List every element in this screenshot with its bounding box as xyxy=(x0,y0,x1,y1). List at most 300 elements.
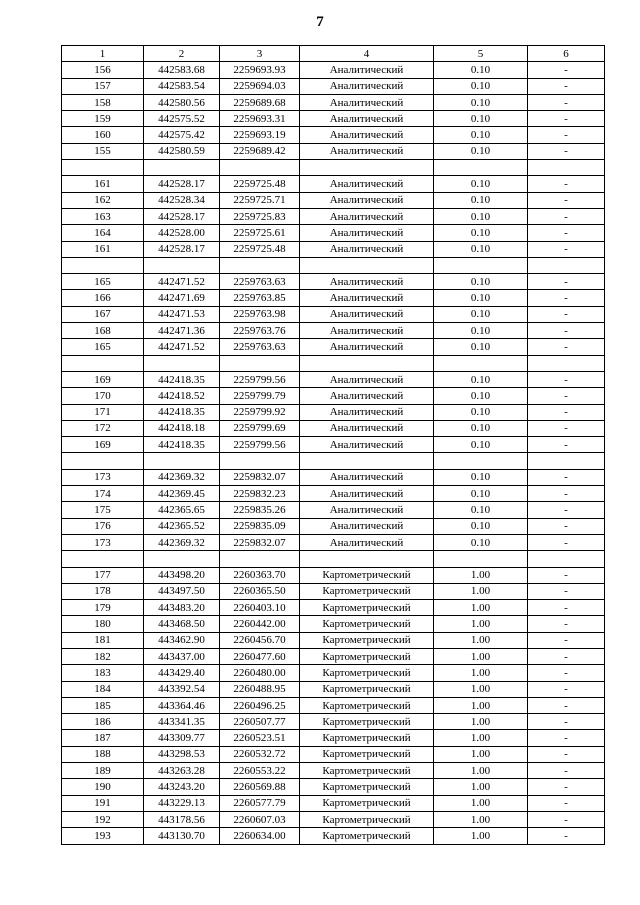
table-row xyxy=(62,290,605,306)
table-cell: 1.00 xyxy=(434,616,528,632)
table-cell xyxy=(300,160,434,176)
table-cell: 0.10 xyxy=(434,94,528,110)
table-cell: - xyxy=(528,192,605,208)
table-cell: - xyxy=(528,779,605,795)
table-cell: 174 xyxy=(62,486,144,502)
table-cell: 189 xyxy=(62,763,144,779)
table-cell: 1.00 xyxy=(434,763,528,779)
table-cell: - xyxy=(528,111,605,127)
table-cell: - xyxy=(528,828,605,844)
table-cell: - xyxy=(528,518,605,534)
table-row xyxy=(62,648,605,664)
table-cell: 170 xyxy=(62,388,144,404)
table-cell: 157 xyxy=(62,78,144,94)
table-cell: - xyxy=(528,534,605,550)
table-cell xyxy=(62,355,144,371)
table-cell: 177 xyxy=(62,567,144,583)
column-header: 3 xyxy=(220,46,300,62)
table-row xyxy=(62,143,605,159)
table-cell: 0.10 xyxy=(434,518,528,534)
table-cell: 190 xyxy=(62,779,144,795)
table-row xyxy=(62,420,605,436)
table-cell: 1.00 xyxy=(434,795,528,811)
table-cell: 2260496.25 xyxy=(220,697,300,713)
table-cell xyxy=(220,257,300,273)
table-cell: 2259763.63 xyxy=(220,274,300,290)
table-body xyxy=(62,62,605,844)
table-cell xyxy=(62,551,144,567)
table-cell: 2259693.19 xyxy=(220,127,300,143)
table-cell: Аналитический xyxy=(300,437,434,453)
table-cell: - xyxy=(528,730,605,746)
table-cell: 0.10 xyxy=(434,78,528,94)
table-cell: Аналитический xyxy=(300,94,434,110)
table-row xyxy=(62,795,605,811)
table-cell: 168 xyxy=(62,323,144,339)
table-cell: 2259694.03 xyxy=(220,78,300,94)
table-cell: 2259763.76 xyxy=(220,323,300,339)
table-row xyxy=(62,469,605,485)
table-row xyxy=(62,486,605,502)
table-cell xyxy=(528,453,605,469)
table-cell xyxy=(144,453,220,469)
table-cell: 2260365.50 xyxy=(220,583,300,599)
table-cell: 0.10 xyxy=(434,339,528,355)
table-cell: 193 xyxy=(62,828,144,844)
table-cell: 0.10 xyxy=(434,176,528,192)
table-cell: 175 xyxy=(62,502,144,518)
table-cell xyxy=(528,160,605,176)
table-cell: 176 xyxy=(62,518,144,534)
table-row xyxy=(62,730,605,746)
table-cell: - xyxy=(528,746,605,762)
table-cell: 0.10 xyxy=(434,437,528,453)
table-cell: 0.10 xyxy=(434,388,528,404)
table-row xyxy=(62,94,605,110)
table-cell: 161 xyxy=(62,176,144,192)
table-cell: Картометрический xyxy=(300,632,434,648)
table-row xyxy=(62,371,605,387)
table-row xyxy=(62,176,605,192)
table-cell: 442575.42 xyxy=(144,127,220,143)
table-cell: - xyxy=(528,714,605,730)
table-cell xyxy=(528,257,605,273)
column-header: 4 xyxy=(300,46,434,62)
table-cell: 2259689.42 xyxy=(220,143,300,159)
table-cell: 443229.13 xyxy=(144,795,220,811)
table-cell: 192 xyxy=(62,811,144,827)
table-cell: 2259799.56 xyxy=(220,371,300,387)
table-cell: 184 xyxy=(62,681,144,697)
table-cell: 442528.17 xyxy=(144,208,220,224)
table-cell: 442418.35 xyxy=(144,437,220,453)
table-cell: 442575.52 xyxy=(144,111,220,127)
table-cell: 2259799.79 xyxy=(220,388,300,404)
table-row xyxy=(62,437,605,453)
table-cell: 2259725.71 xyxy=(220,192,300,208)
table-cell: - xyxy=(528,795,605,811)
table-cell: 443178.56 xyxy=(144,811,220,827)
table-cell: - xyxy=(528,404,605,420)
table-cell: Аналитический xyxy=(300,192,434,208)
table-cell: 1.00 xyxy=(434,779,528,795)
table-cell: 442471.52 xyxy=(144,274,220,290)
table-cell xyxy=(220,355,300,371)
table-cell: 443392.54 xyxy=(144,681,220,697)
table-cell xyxy=(220,453,300,469)
table-cell: 167 xyxy=(62,306,144,322)
table-cell: 191 xyxy=(62,795,144,811)
table-cell: 0.10 xyxy=(434,420,528,436)
table-header-row xyxy=(62,46,605,62)
table-cell: - xyxy=(528,616,605,632)
table-cell: - xyxy=(528,306,605,322)
table-cell: 1.00 xyxy=(434,714,528,730)
table-cell: 2259799.92 xyxy=(220,404,300,420)
table-cell: 2259799.69 xyxy=(220,420,300,436)
table-cell: 443130.70 xyxy=(144,828,220,844)
table-cell xyxy=(144,551,220,567)
table-row xyxy=(62,257,605,273)
table-cell: Аналитический xyxy=(300,78,434,94)
table-cell: - xyxy=(528,274,605,290)
table-cell: Аналитический xyxy=(300,176,434,192)
table-cell: Аналитический xyxy=(300,225,434,241)
table-cell: Картометрический xyxy=(300,763,434,779)
table-row xyxy=(62,502,605,518)
table-cell: Аналитический xyxy=(300,339,434,355)
table-cell: 442418.52 xyxy=(144,388,220,404)
table-cell: 0.10 xyxy=(434,469,528,485)
table-cell xyxy=(300,355,434,371)
table-cell: 2259689.68 xyxy=(220,94,300,110)
table-cell: 2259763.98 xyxy=(220,306,300,322)
table-cell: Картометрический xyxy=(300,730,434,746)
table-cell: - xyxy=(528,502,605,518)
table-cell: 442528.17 xyxy=(144,241,220,257)
table-cell: 2259799.56 xyxy=(220,437,300,453)
page-number: 7 xyxy=(316,14,324,30)
table-cell: Картометрический xyxy=(300,795,434,811)
table-cell: 442369.32 xyxy=(144,534,220,550)
table-cell: 0.10 xyxy=(434,192,528,208)
table-cell: 442580.59 xyxy=(144,143,220,159)
table-cell: 2259693.93 xyxy=(220,62,300,78)
table-cell: 1.00 xyxy=(434,583,528,599)
table-cell: 1.00 xyxy=(434,665,528,681)
table-cell: 2260488.95 xyxy=(220,681,300,697)
table-cell xyxy=(434,257,528,273)
table-cell: 1.00 xyxy=(434,828,528,844)
table-cell: 442471.53 xyxy=(144,306,220,322)
table-cell: 161 xyxy=(62,241,144,257)
table-cell: 0.10 xyxy=(434,62,528,78)
table-cell: 0.10 xyxy=(434,486,528,502)
table-cell: 442418.35 xyxy=(144,371,220,387)
table-cell: 0.10 xyxy=(434,208,528,224)
column-header: 5 xyxy=(434,46,528,62)
table-cell: 443462.90 xyxy=(144,632,220,648)
table-row xyxy=(62,62,605,78)
table-cell: 0.10 xyxy=(434,290,528,306)
table-row xyxy=(62,453,605,469)
table-row xyxy=(62,127,605,143)
table-row xyxy=(62,160,605,176)
table-cell xyxy=(62,257,144,273)
table-row xyxy=(62,632,605,648)
table-cell: 2260577.79 xyxy=(220,795,300,811)
coordinates-table xyxy=(61,45,605,845)
table-cell: Аналитический xyxy=(300,127,434,143)
table-cell xyxy=(220,160,300,176)
table-cell: 442583.68 xyxy=(144,62,220,78)
table-cell: Аналитический xyxy=(300,518,434,534)
table-cell: 181 xyxy=(62,632,144,648)
table-cell: 443468.50 xyxy=(144,616,220,632)
table-row xyxy=(62,225,605,241)
table-cell: - xyxy=(528,225,605,241)
table-cell: - xyxy=(528,437,605,453)
table-cell: - xyxy=(528,681,605,697)
table-cell: Картометрический xyxy=(300,714,434,730)
table-row xyxy=(62,600,605,616)
table-cell: 0.10 xyxy=(434,274,528,290)
table-row xyxy=(62,208,605,224)
table-cell: - xyxy=(528,632,605,648)
table-cell: - xyxy=(528,78,605,94)
table-cell: Аналитический xyxy=(300,469,434,485)
table-cell: 442369.45 xyxy=(144,486,220,502)
table-cell: 1.00 xyxy=(434,648,528,664)
table-cell: 2260442.00 xyxy=(220,616,300,632)
table-cell: - xyxy=(528,469,605,485)
table-cell: Аналитический xyxy=(300,143,434,159)
table-cell: Картометрический xyxy=(300,583,434,599)
table-cell: 442471.52 xyxy=(144,339,220,355)
table-cell: - xyxy=(528,648,605,664)
table-cell: 443429.40 xyxy=(144,665,220,681)
table-cell: 2260634.00 xyxy=(220,828,300,844)
table-cell: Аналитический xyxy=(300,290,434,306)
table-cell: 442418.35 xyxy=(144,404,220,420)
table-cell: 442471.36 xyxy=(144,323,220,339)
table-cell: 442528.00 xyxy=(144,225,220,241)
table-cell: 442580.56 xyxy=(144,94,220,110)
table-cell: 2259725.83 xyxy=(220,208,300,224)
table-cell: 172 xyxy=(62,420,144,436)
table-cell: 2259832.23 xyxy=(220,486,300,502)
table-cell: 155 xyxy=(62,143,144,159)
table-cell: 2259725.61 xyxy=(220,225,300,241)
table-cell: 2259725.48 xyxy=(220,176,300,192)
table-cell: Аналитический xyxy=(300,306,434,322)
table-row xyxy=(62,616,605,632)
table-row xyxy=(62,111,605,127)
table-row xyxy=(62,339,605,355)
table-cell: - xyxy=(528,583,605,599)
table-cell: Аналитический xyxy=(300,371,434,387)
table-cell: Картометрический xyxy=(300,779,434,795)
table-row xyxy=(62,567,605,583)
table-cell: 443498.20 xyxy=(144,567,220,583)
table-cell: 2260403.10 xyxy=(220,600,300,616)
table-cell: 2260477.60 xyxy=(220,648,300,664)
table-cell xyxy=(144,355,220,371)
table-row xyxy=(62,811,605,827)
table-cell: 169 xyxy=(62,437,144,453)
table-cell: 2260553.22 xyxy=(220,763,300,779)
table-cell: Аналитический xyxy=(300,534,434,550)
table-cell: Аналитический xyxy=(300,404,434,420)
table-cell: 2259835.26 xyxy=(220,502,300,518)
table-cell: 443497.50 xyxy=(144,583,220,599)
table-cell: - xyxy=(528,420,605,436)
table-cell xyxy=(434,551,528,567)
table-cell: 187 xyxy=(62,730,144,746)
column-header: 1 xyxy=(62,46,144,62)
column-header: 2 xyxy=(144,46,220,62)
table-cell: Аналитический xyxy=(300,420,434,436)
table-cell: 0.10 xyxy=(434,241,528,257)
table-cell: 2259832.07 xyxy=(220,534,300,550)
table-cell: Картометрический xyxy=(300,828,434,844)
table-cell: 2260363.70 xyxy=(220,567,300,583)
table-cell: 443298.53 xyxy=(144,746,220,762)
table-cell: 2259763.85 xyxy=(220,290,300,306)
table-cell: 0.10 xyxy=(434,323,528,339)
table-cell: - xyxy=(528,176,605,192)
table-cell: Картометрический xyxy=(300,697,434,713)
table-cell: 0.10 xyxy=(434,371,528,387)
table-cell: Картометрический xyxy=(300,681,434,697)
table-cell: Картометрический xyxy=(300,746,434,762)
table-cell: - xyxy=(528,763,605,779)
table-cell: 1.00 xyxy=(434,746,528,762)
table-cell: - xyxy=(528,143,605,159)
table-cell: 443263.28 xyxy=(144,763,220,779)
table-cell: 185 xyxy=(62,697,144,713)
table-cell: Аналитический xyxy=(300,274,434,290)
table-cell: 182 xyxy=(62,648,144,664)
table-cell: Картометрический xyxy=(300,616,434,632)
table-row xyxy=(62,551,605,567)
table-row xyxy=(62,697,605,713)
table-cell: 442528.17 xyxy=(144,176,220,192)
table-row xyxy=(62,323,605,339)
table-cell: - xyxy=(528,62,605,78)
table-row xyxy=(62,306,605,322)
table-cell xyxy=(62,453,144,469)
table-cell xyxy=(300,257,434,273)
table-cell: - xyxy=(528,388,605,404)
table-cell: 442471.69 xyxy=(144,290,220,306)
column-header: 6 xyxy=(528,46,605,62)
table-cell: 178 xyxy=(62,583,144,599)
table-cell: 0.10 xyxy=(434,502,528,518)
table-cell xyxy=(528,551,605,567)
table-cell: 443364.46 xyxy=(144,697,220,713)
table-row xyxy=(62,714,605,730)
table-cell: Картометрический xyxy=(300,811,434,827)
table-cell: 180 xyxy=(62,616,144,632)
table-cell: 1.00 xyxy=(434,600,528,616)
table-cell: 166 xyxy=(62,290,144,306)
table-row xyxy=(62,763,605,779)
table-cell: 1.00 xyxy=(434,730,528,746)
table-row xyxy=(62,241,605,257)
table-cell: 0.10 xyxy=(434,306,528,322)
table-cell: 442369.32 xyxy=(144,469,220,485)
table-cell: Картометрический xyxy=(300,600,434,616)
table-cell: Аналитический xyxy=(300,323,434,339)
table-cell: 2259832.07 xyxy=(220,469,300,485)
table-cell: 2260456.70 xyxy=(220,632,300,648)
table-cell: 188 xyxy=(62,746,144,762)
table-cell: 2259835.09 xyxy=(220,518,300,534)
table-row xyxy=(62,779,605,795)
table-cell: 159 xyxy=(62,111,144,127)
table-cell: Аналитический xyxy=(300,502,434,518)
table-cell: Аналитический xyxy=(300,486,434,502)
table-cell: Аналитический xyxy=(300,62,434,78)
table-row xyxy=(62,355,605,371)
table-cell: 443243.20 xyxy=(144,779,220,795)
table-row xyxy=(62,681,605,697)
table-row xyxy=(62,534,605,550)
table-cell: - xyxy=(528,241,605,257)
table-cell: Картометрический xyxy=(300,665,434,681)
table-cell: 443309.77 xyxy=(144,730,220,746)
table-cell: 1.00 xyxy=(434,681,528,697)
table-cell: 442418.18 xyxy=(144,420,220,436)
table-cell: 162 xyxy=(62,192,144,208)
table-cell: 169 xyxy=(62,371,144,387)
table-row xyxy=(62,583,605,599)
table-row xyxy=(62,388,605,404)
table-cell: 0.10 xyxy=(434,404,528,420)
table-cell: 186 xyxy=(62,714,144,730)
table-cell: 2259693.31 xyxy=(220,111,300,127)
table-cell xyxy=(434,355,528,371)
table-cell: 173 xyxy=(62,469,144,485)
table-cell: 1.00 xyxy=(434,632,528,648)
table-row xyxy=(62,746,605,762)
table-row xyxy=(62,665,605,681)
table-cell xyxy=(144,160,220,176)
table-cell: Аналитический xyxy=(300,208,434,224)
table-cell: 443341.35 xyxy=(144,714,220,730)
table-cell: 156 xyxy=(62,62,144,78)
table-cell: 2260507.77 xyxy=(220,714,300,730)
table-row xyxy=(62,518,605,534)
table-cell: 2260607.03 xyxy=(220,811,300,827)
table-row xyxy=(62,404,605,420)
table-cell xyxy=(434,160,528,176)
table-cell: - xyxy=(528,486,605,502)
table-row xyxy=(62,274,605,290)
table-cell: 0.10 xyxy=(434,143,528,159)
table-cell: Картометрический xyxy=(300,648,434,664)
table-cell: 173 xyxy=(62,534,144,550)
table-cell: 2260532.72 xyxy=(220,746,300,762)
table-cell: 2260480.00 xyxy=(220,665,300,681)
table-cell: 2259763.63 xyxy=(220,339,300,355)
table-cell: - xyxy=(528,371,605,387)
table-cell xyxy=(220,551,300,567)
table-cell: 171 xyxy=(62,404,144,420)
table-cell: 1.00 xyxy=(434,811,528,827)
table-cell: - xyxy=(528,600,605,616)
